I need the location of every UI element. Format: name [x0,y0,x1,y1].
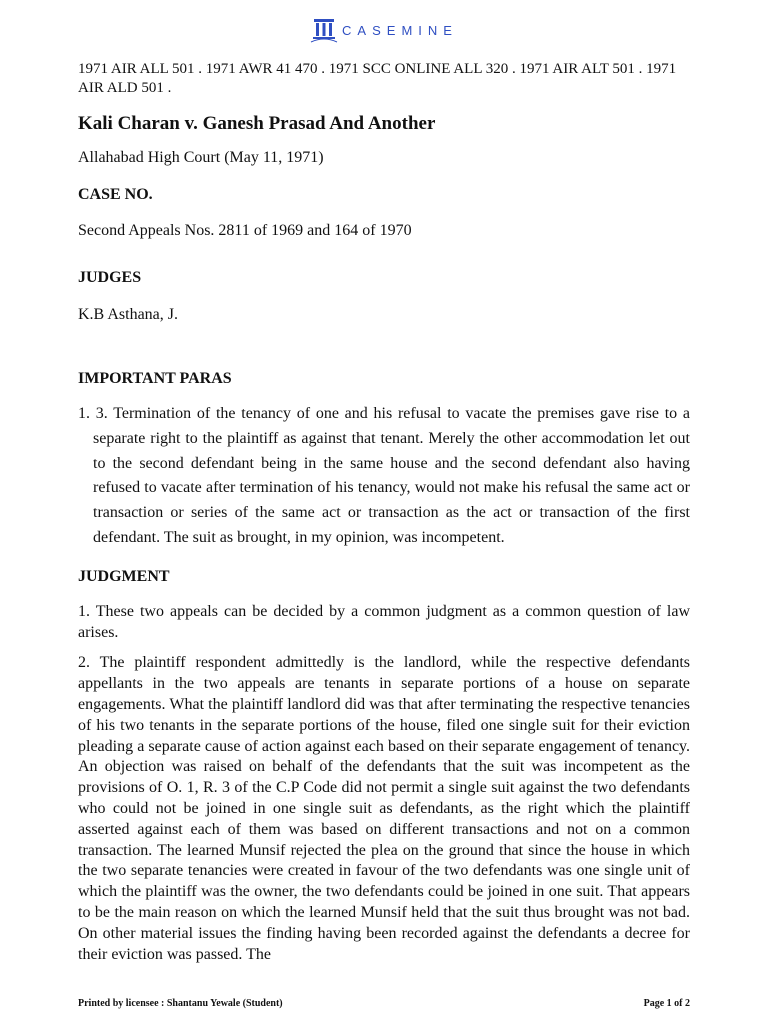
court-and-date: Allahabad High Court (May 11, 1971) [78,149,324,166]
citations: 1971 AIR ALL 501 . 1971 AWR 41 470 . 1971 SCC ONLINE ALL 320 . 1971 AIR ALT 501 . 1971 AIR ALD 501 . [78,61,677,96]
courthouse-icon [310,16,338,44]
list-item: 1. 3. Termination of the tenancy of one and his refusal to vacate the premises gave rise to a separate right to the plaintiff as against that tenant. Merely the other accommodation let out to the second defendant being in the same house and the second defendant also having refused to vacate after termination of his tenancy, would not make his refusal the same act or transaction or series of the same act or transaction as the act or transaction of the first defendant. The suit as brought, in my opinion, was incompetent. [78,405,690,546]
casemine-logo [0,15,768,45]
printed-by-text: Printed by licensee : Shantanu Yewale (Student) [78,998,283,1009]
case-no-value: Second Appeals Nos. 2811 of 1969 and 164 of 1970 [78,222,412,239]
judges-value: K.B Asthana, J. [78,306,178,323]
document-body [78,60,690,965]
judges-heading: JUDGES [78,269,142,286]
important-paras-list [78,402,690,551]
judgment-heading: JUDGMENT [78,567,170,585]
page-number: Page 1 of 2 [643,998,690,1009]
judgment-paragraph: 2. The plaintiff respondent admittedly is the landlord, while the respective defendants appellants in the two appeals are tenants in separate portions of a house on separate engagements. What the plaintiff landlord did was that after terminating the respective tenancies of his two tenants in the separate portions of the house, filed one single suit for their eviction pleading a separate cause of action against each based on their separate engagement of tenancy. An objection was raised on behalf of the defendants that the suit was incompetent as the provisions of O. 1, R. 3 of the C.P Code did not permit a single suit against the two defendants who could not be joined in one single suit as defendants, as the right which the plaintiff asserted against each of them was based on different transactions and not on a common transaction. The learned Munsif rejected the plea on the ground that since the house in which the two separate tenancies were created in favour of the two defendants was one single unit of which the plaintiff was the owner, the two defendants could be joined in one suit. That appears to be the main reason on which the learned Munsif held that the suit thus brought was not bad. On other material issues the finding having been recorded against the defendants a decree for their eviction was passed. The [78,654,690,963]
page-footer [78,998,690,1009]
case-title: Kali Charan v. Ganesh Prasad And Another [78,113,436,134]
brand-name: CASEMINE [342,22,458,38]
important-paras-heading: IMPORTANT PARAS [78,370,232,387]
judgment-paragraph: 1. These two appeals can be decided by a common judgment as a common question of law arises. [78,602,690,641]
case-no-heading: CASE NO. [78,186,153,203]
